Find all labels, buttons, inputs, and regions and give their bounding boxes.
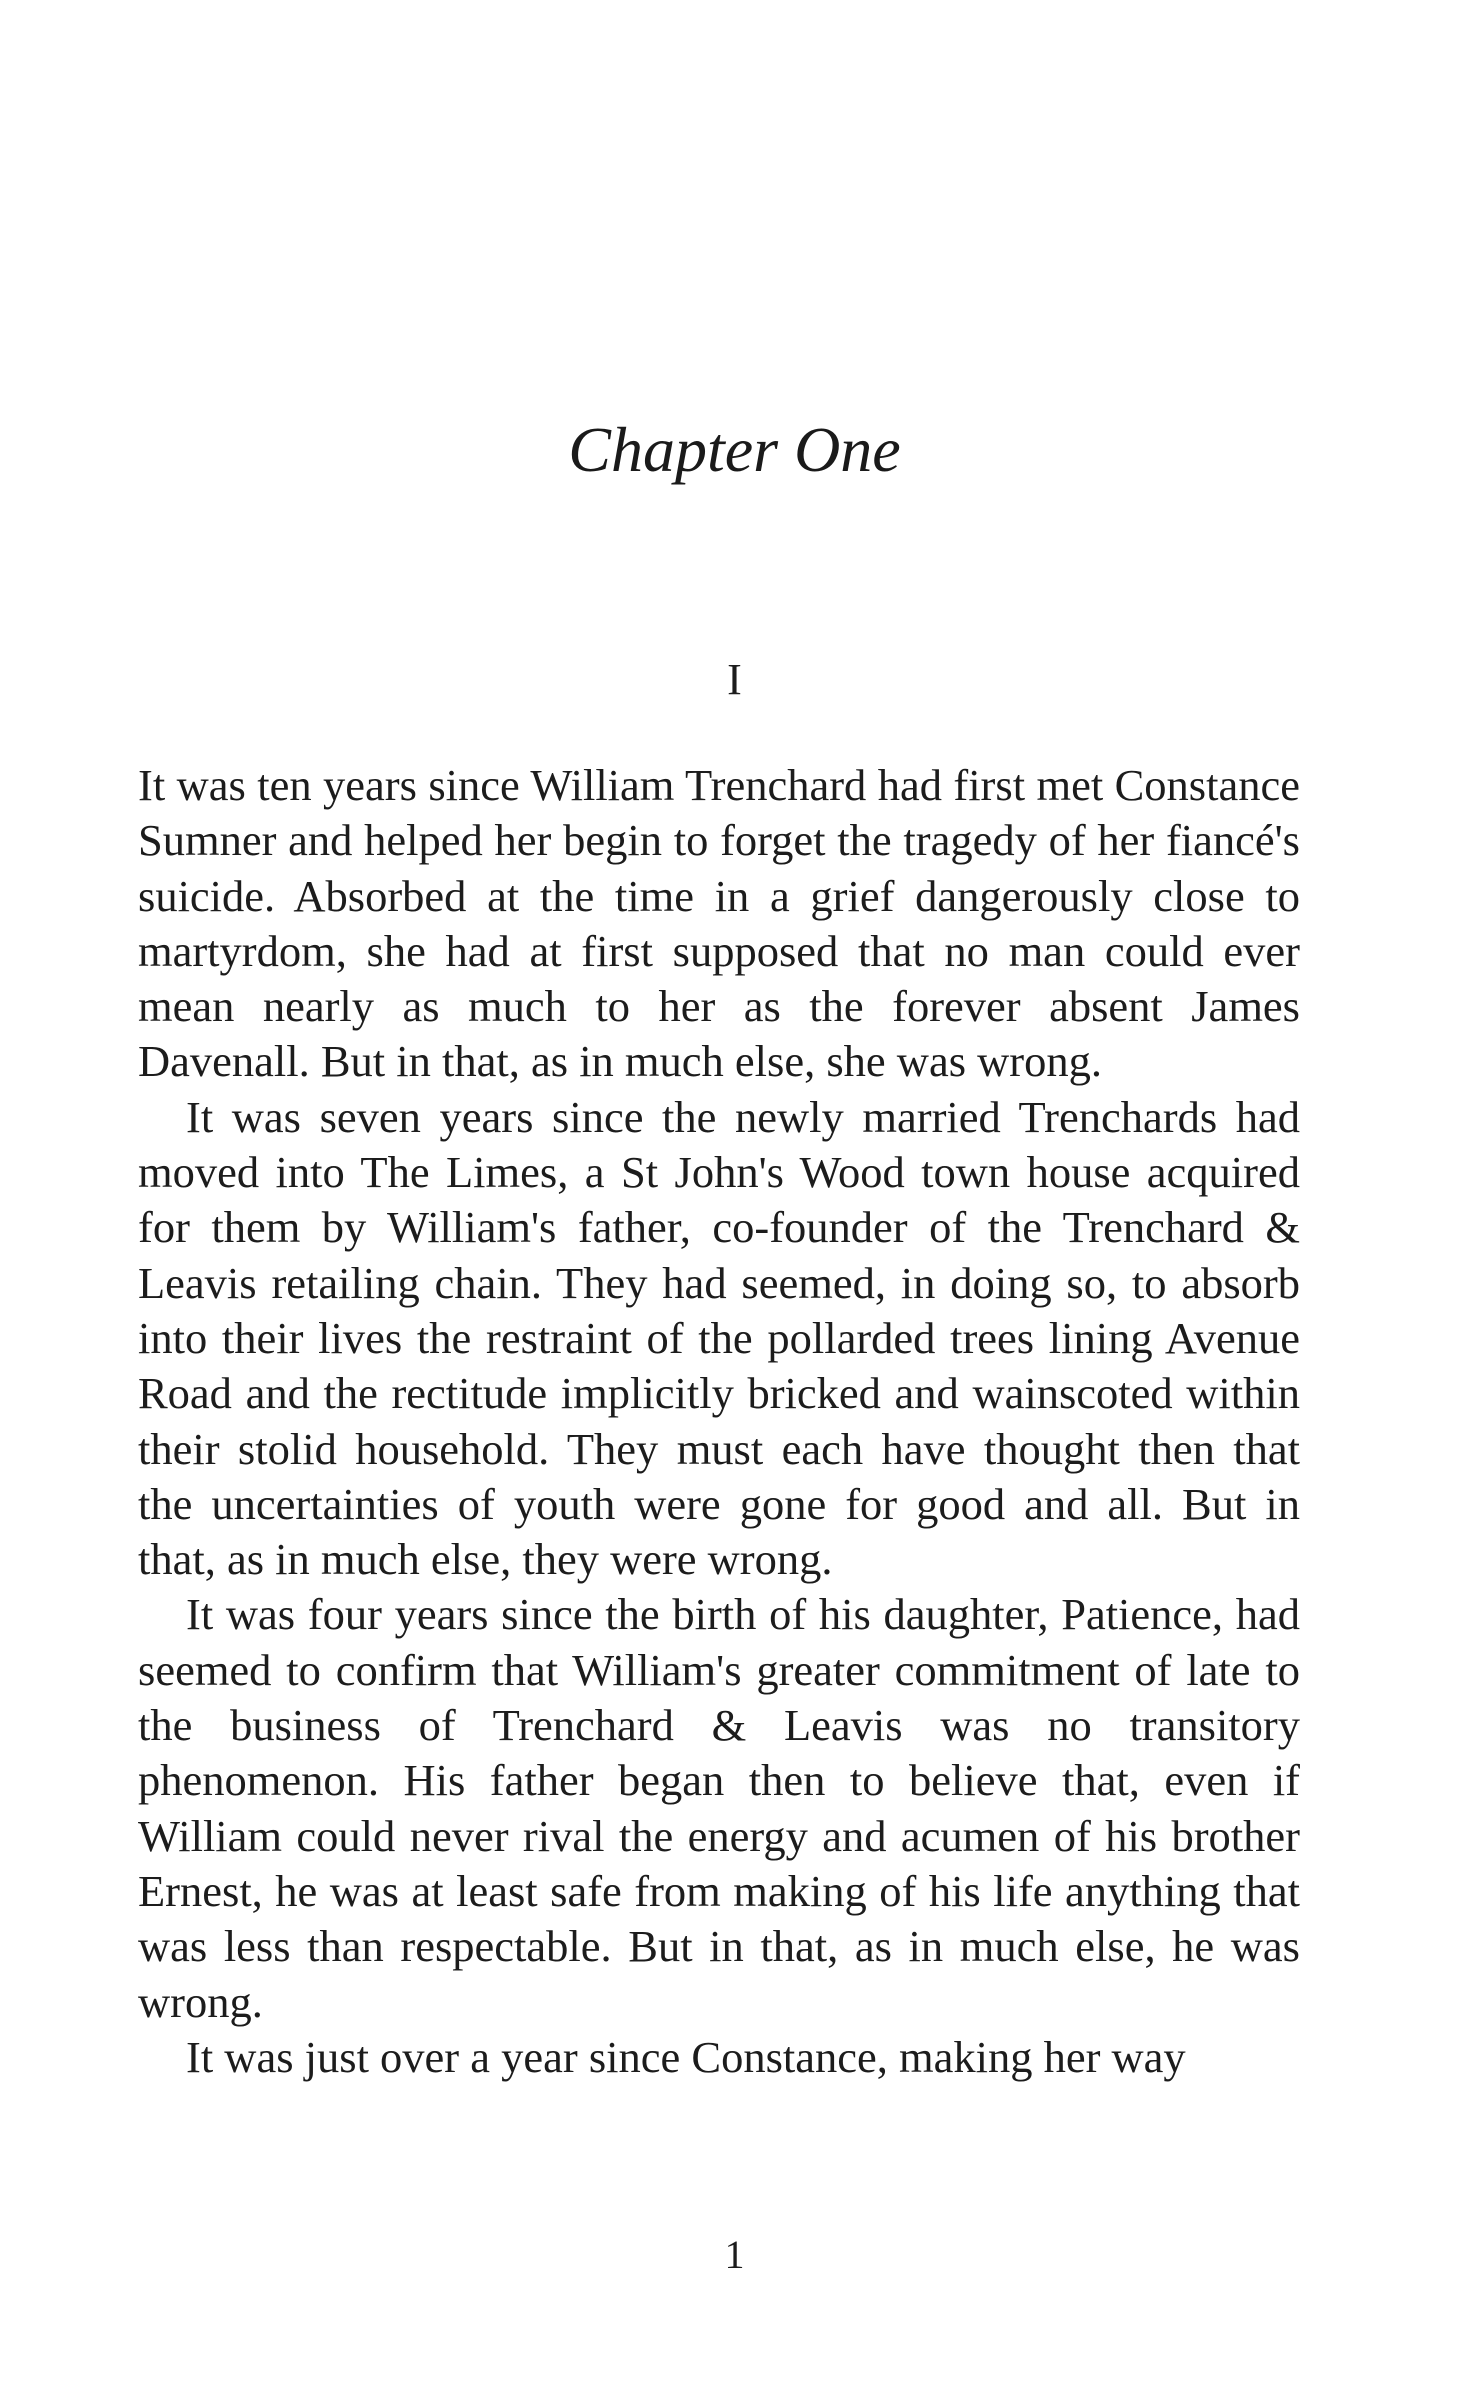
paragraph-2: It was seven years since the newly married Trenchards had moved into The Limes, a St John's Wood town house acquired for them by William's father, co-founder of the Trenchard & Leavis retailing chain. They had seemed, in doing so, to absorb into their lives the restraint of the pollarded trees lining Avenue Road and the rectitude implicitly bricked and wainscoted within their stolid household. They must each have thought then that the uncertainties of youth were gone for good and all. But in that, as in much else, they were wrong. [138,1091,1300,1585]
chapter-title: Chapter One [568,414,901,485]
page-number: 1 [724,2232,745,2277]
paragraph-1: It was ten years since William Trenchard had first met Constance Sumner and helped her begin to forget the tragedy of her fiancé's suicide. Absorbed at the time in a grief dangerously close to martyrdom, she had at first supposed that no man could ever mean nearly as much to her as the forever absent James Davenall. But in that, as in much else, she was wrong. [138,760,1300,1087]
paragraph-4: It was just over a year since Constance, making her way [186,2031,1186,2082]
section-numeral: I [727,655,742,704]
body-text [138,758,1300,2085]
paragraph-3: It was four years since the birth of his daughter, Patience, had seemed to confirm that William's greater commitment of late to the business of Trenchard & Leavis was no transitory phenomenon. His father began then to believe that, even if William could never rival the energy and acumen of his brother Ernest, he was at least safe from making of his life anything that was less than respectable. But in that, as in much else, he was wrong. [138,1589,1300,2027]
